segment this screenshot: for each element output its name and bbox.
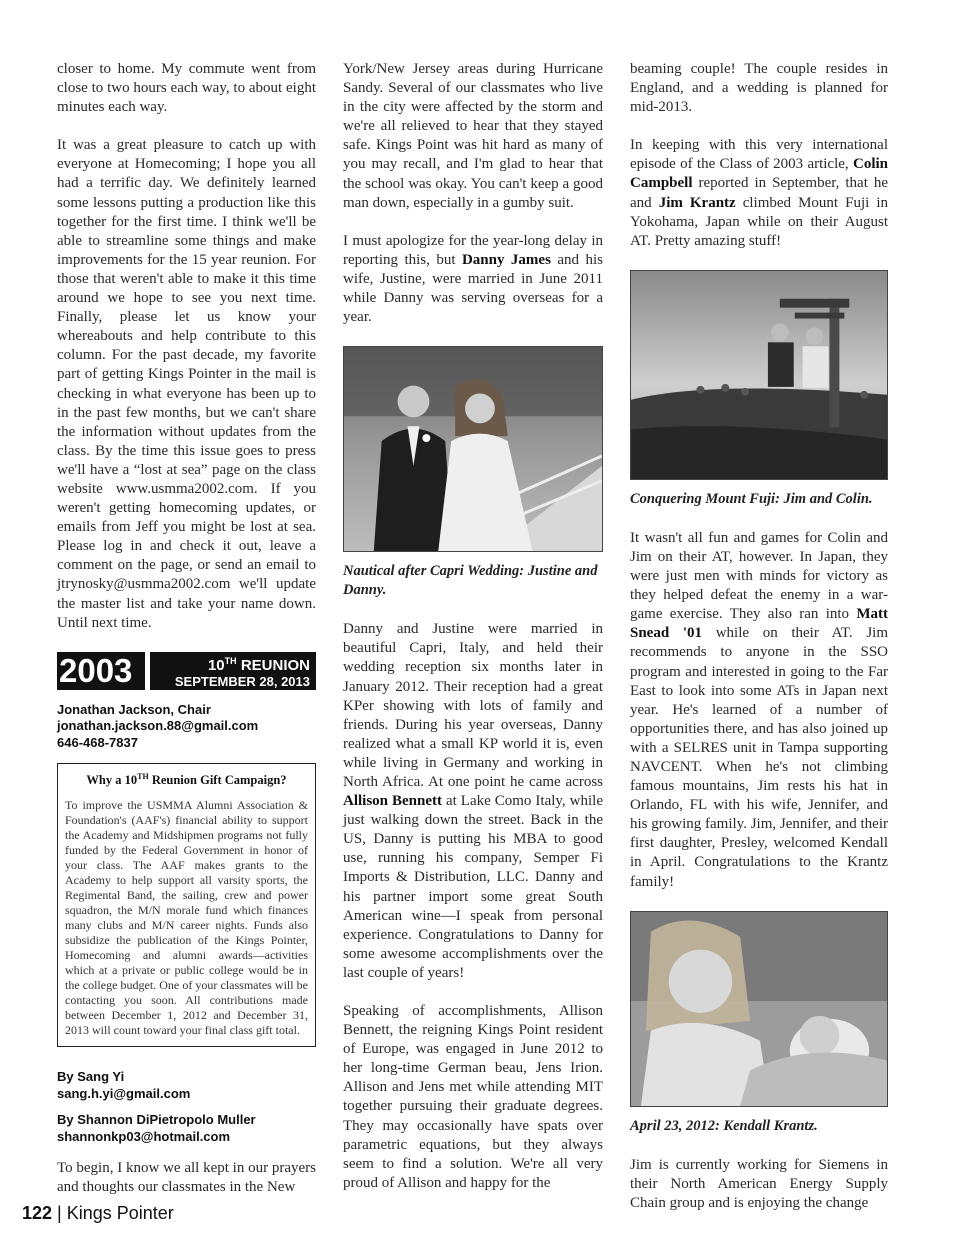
wedding-photo [343,346,603,552]
wedding-photo-image [344,347,602,551]
byline-sang-yi [57,1069,316,1102]
column-middle [343,60,603,1212]
paragraph-at: It wasn't all fun and games for Colin and Jim on their AT, however. In Japan, they were just men with minds for victory as they helped defeat the enemy in a war-game exercise. They also ran into Matt Snead '01 while on their AT. Jim recommends to anyone in the SSO program and interested in going to the Far East to look into some ATs in Japan next year. He's learned of a number of opportunities there, and has also joined up with a SELRES unit in Tampa supporting NAVCENT. When he's not climbing famous mountains, Jim rests his hat in Orlando, FL with his wife, Jennifer, and his growing family. Jim, Jennifer, and their first daughter, Presley, welcomed Kendall in April. Congratulations to the Krantz family! [630,529,888,890]
reunion-date: SEPTEMBER 28, 2013 [174,673,310,689]
footer-separator: | [52,1203,67,1223]
paragraph-capri: Danny and Justine were married in beautiful Capri, Italy, and held their wedding reception six months later in January 2012. Their reception had a great KPer showing with lots of family and friends. During his year overseas, Danny realized what a small KP world it is, even while living in Germany and working in North Africa. At one point he came across Allison Bennett at Lake Como Italy, while just walking down the street. Back in the US, Danny is putting his MBA to good use, running his company, Semper Fi Imports & Distribution, LLC. Danny and his partner import some great South American wine—I speak from personal experience. Congratulations to Danny for some awesome accomplishments over the last couple of years! [343,621,603,981]
paragraph-danny-wedding: I must apologize for the year-long delay in reporting this, but Danny James and his wife, Justine, were married in June 2011 while Danny was serving overseas for a year. [343,232,603,326]
wedding-caption: Nautical after Capri Wedding: Justine and Danny. [343,563,598,599]
paragraph-commute: closer to home. My commute went from close to two hours each way, to about eight minutes each way. [57,61,316,116]
paragraph-homecoming: It was a great pleasure to catch up with everyone at Homecoming; I hope you all had a terrific day. We definitely learned some lessons putting a production like this together for the first time. I think we'll be able to streamline some things and make improvements for the 15 year reunion. For those that weren't able to make it this time around we hope to see you next time. Finally, please let us know your whereabouts and help contribute to this column. For the past decade, my favorite part of getting Kings Pointer in the mail is checking in what everyone has been up to in the past few months, but we can't share the information without updates from the class. By the time this issue goes to press we'll have a “lost at sea” page on the class website www.usmma2002.com. If you weren't getting homecoming updates, or emails from Jeff you might be lost at sea. Please log in and check it out, leave a comment on the page, or send an email to jtrynosky@usmma2002.com we'll update the master list and take your name down. Until next time. [57,137,316,631]
magazine-name: Kings Pointer [66,1203,174,1223]
page-footer [22,1203,174,1224]
class-2003-banner [57,652,316,690]
kendall-photo-image [631,912,887,1106]
byline-email[interactable]: sang.h.yi@gmail.com [57,1085,191,1101]
chair-phone: 646-468-7837 [57,734,138,750]
chair-email[interactable]: jonathan.jackson.88@gmail.com [57,718,259,734]
page-number: 122 [22,1203,53,1223]
fuji-caption: Conquering Mount Fuji: Jim and Colin. [630,490,873,507]
paragraph-hurricane-start: To begin, I know we all kept in our prayers and thoughts our classmates in the New [57,1160,316,1196]
gift-campaign-box [57,763,316,1047]
gift-campaign-text: To improve the USMMA Alumni Association & Foundation's (AAF's) financial ability to support the Academy and Midshipmen programs not fully funded by the Federal Government in honor of your class. The AAF makes grants to the Academy to help support all varsity sports, the Regimental Band, the sailing, crew and power squadron, the M/N morale fund which finances many clubs and M/N career nights. Funds also subsidize the publication of the Kings Pointer, Homecoming and alumni awards—activities which at a private or public college would be in the college budget. One of your classmates will be contacting you soon. All contributions made between December 1, 2012 and December 31, 2013 will count toward your final class gift total. [65,798,308,1038]
mount-fuji-photo-image [631,271,887,479]
paragraph-siemens: Jim is currently working for Siemens in their North American Energy Supply Chain group and is enjoying the change [630,1156,888,1211]
column-left [57,60,316,1217]
paragraph-allison: Speaking of accomplishments, Allison Bennett, the reigning Kings Point resident of Europe, was engaged in June 2012 to her long-time German beau, Jens Irion. Allison and Jens met while attending MIT together pursuing their graduate degrees. They may occasionally have spats over parametric equations, but they always seem to find a solution. We're all very proud of Allison and happy for the [343,1003,603,1191]
paragraph-hurricane: York/New Jersey areas during Hurricane Sandy. Several of our classmates who live in the city were affected by the storm and we're all relieved to hear that they stayed safe. Kings Point was hit hard as many of you may recall, and I'm glad to hear that the school was okay. You can't keep a good man down, especially in a gumby suit. [343,61,603,211]
chair-name: Jonathan Jackson, Chair [57,701,211,717]
byline-name: By Sang Yi [57,1069,125,1085]
byline-shannon [57,1112,316,1145]
byline-email[interactable]: shannonkp03@hotmail.com [57,1128,231,1144]
reunion-title: 10TH REUNION [207,655,310,674]
column-right [630,60,888,1232]
mount-fuji-photo [630,270,888,480]
kendall-photo [630,911,888,1107]
reunion-label [150,652,316,690]
chair-contact [57,702,316,752]
paragraph-couple: beaming couple! The couple resides in England, and a wedding is planned for mid-2013. [630,61,888,116]
paragraph-fuji: In keeping with this very international episode of the Class of 2003 article, Colin Campbell reported in September, that he and Jim Krantz climbed Mount Fuji in Yokohama, Japan while on their August AT. Pretty amazing stuff! [630,137,888,249]
byline-name: By Shannon DiPietropolo Muller [57,1112,256,1128]
kendall-caption: April 23, 2012: Kendall Krantz. [630,1117,818,1134]
class-year: 2003 [57,652,145,690]
gift-campaign-title: Why a 10TH Reunion Gift Campaign? [86,772,287,788]
